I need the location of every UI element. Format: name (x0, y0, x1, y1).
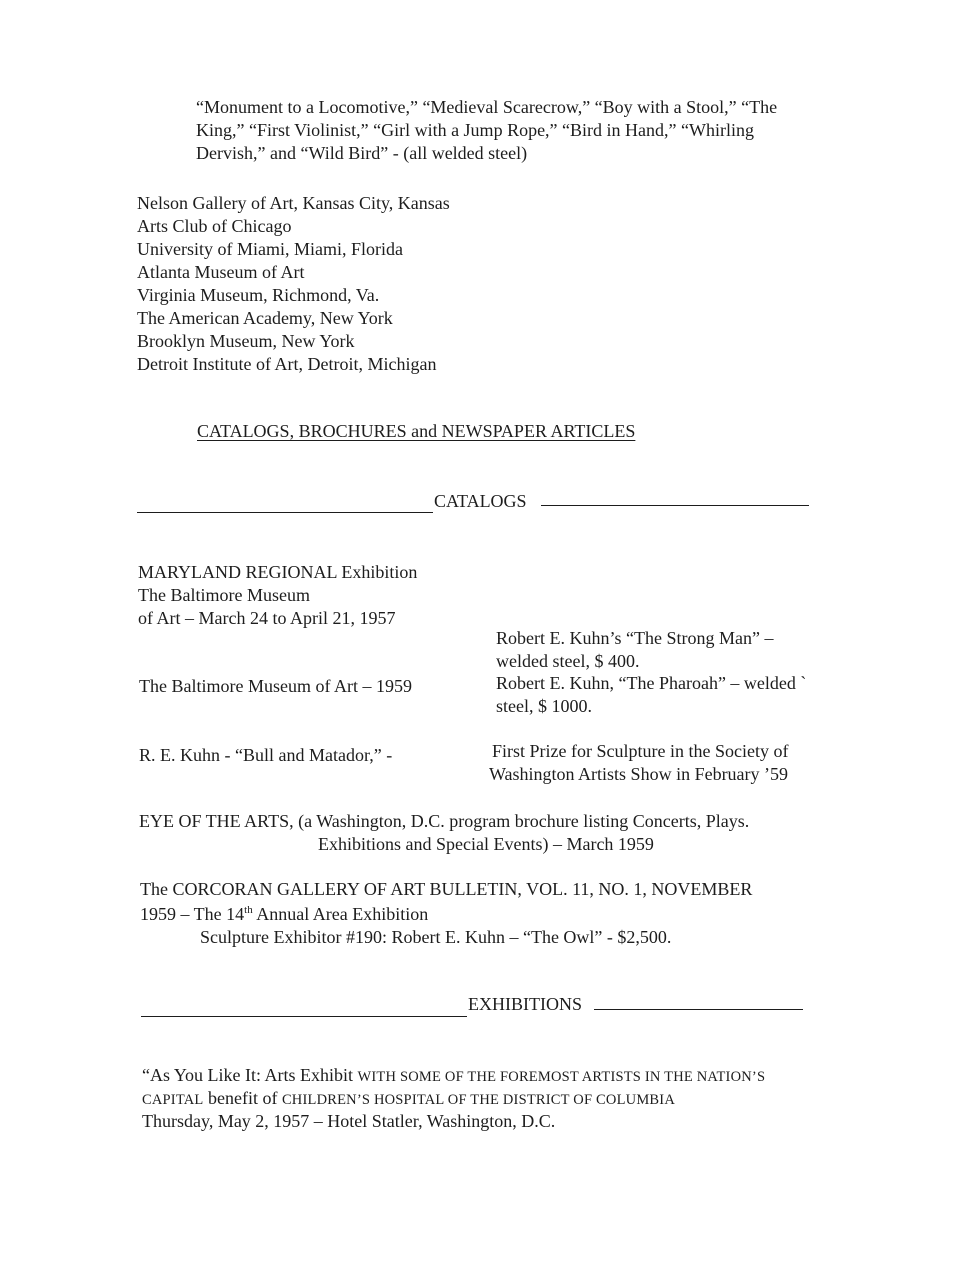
first-prize-line: Washington Artists Show in February ’59 (489, 764, 789, 784)
collection-item: Arts Club of Chicago (137, 216, 292, 236)
collection-item: University of Miami, Miami, Florida (137, 239, 403, 259)
collection-item: Nelson Gallery of Art, Kansas City, Kansas (137, 193, 450, 213)
exhibition-title: “As You Like It: Arts Exhibit (142, 1065, 358, 1085)
corcoran-line1: The CORCORAN GALLERY OF ART BULLETIN, VOL. 11, NO. 1, NOVEMBER (140, 879, 753, 899)
collection-item: The American Academy, New York (137, 308, 393, 328)
maryland-line: MARYLAND REGIONAL Exhibition (138, 562, 418, 582)
first-prize-entry (489, 740, 788, 786)
eye-of-arts-line1: EYE OF THE ARTS, (a Washington, D.C. program brochure listing Concerts, Plays. (139, 811, 750, 831)
eye-of-arts-line2: Exhibitions and Special Events) – March 1959 (318, 834, 654, 854)
main-heading: CATALOGS, BROCHURES and NEWSPAPER ARTICLES (197, 421, 636, 441)
pharoah-entry (496, 672, 806, 718)
strong-man-line: Robert E. Kuhn’s “The Strong Man” – (496, 628, 774, 648)
collection-item: Atlanta Museum of Art (137, 262, 305, 282)
pharoah-line: Robert E. Kuhn, “The Pharoah” – welded ` (496, 673, 807, 693)
catalogs-rule-right (541, 505, 809, 506)
sculpture-list-line: “Monument to a Locomotive,” “Medieval Scarecrow,” “Boy with a Stool,” “The (196, 97, 778, 117)
corcoran-year: 1959 – The 14 (140, 904, 245, 924)
corcoran-line2 (140, 903, 428, 926)
catalogs-heading: CATALOGS (434, 491, 527, 511)
pharoah-line: steel, $ 1000. (496, 696, 592, 716)
exhibitions-rule-right (594, 1009, 803, 1010)
exhibitions-line2 (142, 1087, 675, 1112)
corcoran-exhibition: Annual Area Exhibition (252, 904, 429, 924)
exhibitions-heading: EXHIBITIONS (468, 994, 582, 1014)
corcoran-ordinal: th (244, 904, 253, 916)
first-prize-line: First Prize for Sculpture in the Society of (492, 741, 789, 761)
bull-matador-entry: R. E. Kuhn - “Bull and Matador,” - (139, 745, 393, 765)
strong-man-entry (496, 627, 773, 673)
corcoran-line3: Sculpture Exhibitor #190: Robert E. Kuhn – “The Owl” - $2,500. (200, 927, 672, 947)
exhibitions-line1 (142, 1064, 765, 1089)
exhibitions-rule-left (141, 1016, 467, 1017)
strong-man-line: welded steel, $ 400. (496, 651, 640, 671)
exhibitions-line3: Thursday, May 2, 1957 – Hotel Statler, Washington, D.C. (142, 1111, 556, 1131)
collections-list (137, 192, 450, 376)
maryland-line: of Art – March 24 to April 21, 1957 (138, 608, 396, 628)
exhibition-benefit: benefit of (203, 1088, 282, 1108)
sculpture-list-line: King,” “First Violinist,” “Girl with a Jump Rope,” “Bird in Hand,” “Whirling (196, 120, 754, 140)
collection-item: Brooklyn Museum, New York (137, 331, 355, 351)
exhibition-hospital: CHILDREN’S HOSPITAL OF THE DISTRICT OF COLUMBIA (281, 1092, 675, 1108)
baltimore-1959-entry: The Baltimore Museum of Art – 1959 (139, 676, 412, 696)
maryland-regional-entry (138, 561, 417, 630)
sculpture-list-line: Dervish,” and “Wild Bird” - (all welded steel) (196, 143, 528, 163)
sculpture-list (196, 96, 777, 165)
collection-item: Detroit Institute of Art, Detroit, Michigan (137, 354, 437, 374)
maryland-line: The Baltimore Museum (138, 585, 310, 605)
exhibition-capital: CAPITAL (142, 1092, 204, 1108)
collection-item: Virginia Museum, Richmond, Va. (137, 285, 380, 305)
catalogs-rule-left (137, 512, 433, 513)
exhibition-description: WITH SOME OF THE FOREMOST ARTISTS IN THE NATION’S (357, 1069, 766, 1085)
